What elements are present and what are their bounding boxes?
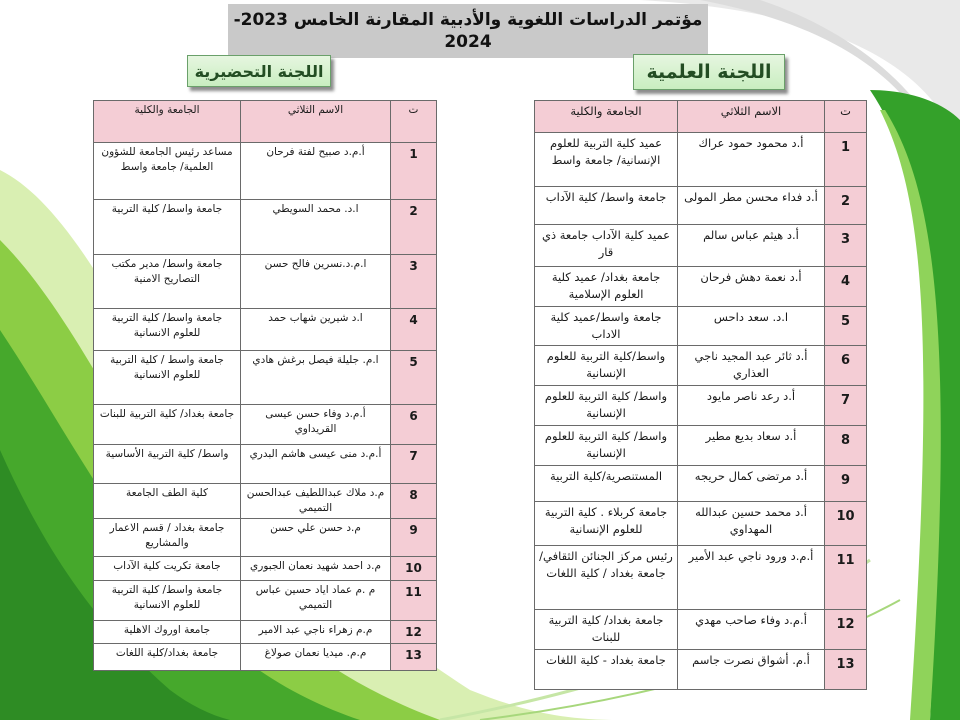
member-affiliation: جامعة واسط/عميد كلية الاداب — [535, 307, 678, 346]
table-row — [535, 466, 867, 502]
header-num: ت — [825, 101, 867, 133]
member-affiliation: مساعد رئيس الجامعة للشؤون العلمية/ جامعة واسط — [94, 143, 241, 200]
member-affiliation: جامعة واسط/ كلية التربية للعلوم الانسانية — [94, 309, 241, 351]
header-uni: الجامعة والكلية — [535, 101, 678, 133]
row-num: 13 — [825, 650, 867, 690]
table-row — [94, 200, 437, 255]
member-name: م.د احمد شهيد نعمان الجبوري — [241, 557, 391, 581]
row-num: 3 — [825, 225, 867, 267]
table-row — [535, 346, 867, 386]
member-name: أ.م.د منى عيسى هاشم البدري — [241, 445, 391, 484]
header-name: الاسم الثلاثي — [241, 101, 391, 143]
table-row — [535, 502, 867, 546]
member-affiliation: جامعة واسط/ كلية التربية — [94, 200, 241, 255]
conference-title-line2: 2024 — [444, 32, 492, 52]
member-name: ا.م. جليلة فيصل برغش هادي — [241, 351, 391, 405]
member-affiliation: جامعة بغداد/كلية اللغات — [94, 644, 241, 671]
row-num: 11 — [825, 546, 867, 610]
row-num: 11 — [391, 581, 437, 621]
table-row — [535, 267, 867, 307]
member-affiliation: جامعة بغداد/ كلية التربية للبنات — [535, 610, 678, 650]
table-row — [535, 133, 867, 187]
member-affiliation: جامعة كربلاء . كلية التربية للعلوم الإنسانية — [535, 502, 678, 546]
row-num: 13 — [391, 644, 437, 671]
member-name: أ.م.د وفاء حسن عيسى القريداوي — [241, 405, 391, 445]
table-row — [535, 187, 867, 225]
table-row — [535, 386, 867, 426]
table-row — [94, 644, 437, 671]
member-affiliation: المستنصرية/كلية التربية — [535, 466, 678, 502]
member-name: ا.د. سعد داحس — [678, 307, 825, 346]
member-affiliation: واسط/ كلية التربية للعلوم الإنسانية — [535, 426, 678, 466]
conference-title-line1: مؤتمر الدراسات اللغوية والأدبية المقارنة الخامس 2023- — [233, 10, 703, 30]
member-affiliation: جامعة واسط / كلية التربية للعلوم الانسانية — [94, 351, 241, 405]
prep-committee-table — [93, 100, 437, 671]
member-affiliation: جامعة واسط/ كلية الآداب — [535, 187, 678, 225]
member-name: م .م عماد اياد حسين عباس التميمي — [241, 581, 391, 621]
table-row — [535, 610, 867, 650]
member-affiliation: واسط/ كلية التربية للعلوم الإنسانية — [535, 386, 678, 426]
table-row — [94, 484, 437, 519]
member-name: م.م زهراء ناجي عبد الامير — [241, 621, 391, 644]
member-affiliation: جامعة واسط/ مدير مكتب التصاريح الامنية — [94, 255, 241, 309]
table-row — [94, 351, 437, 405]
member-affiliation: جامعة بغداد/ عميد كلية العلوم الإسلامية — [535, 267, 678, 307]
row-num: 5 — [391, 351, 437, 405]
member-name: م.م. ميديا نعمان صولاغ — [241, 644, 391, 671]
conference-title — [228, 4, 708, 58]
member-name: أ.د نعمة دهش فرحان — [678, 267, 825, 307]
row-num: 7 — [391, 445, 437, 484]
member-name: أ.م.د وفاء صاحب مهدي — [678, 610, 825, 650]
table-row — [94, 255, 437, 309]
member-affiliation: جامعة بغداد - كلية اللغات — [535, 650, 678, 690]
row-num: 9 — [391, 519, 437, 557]
table-row — [535, 426, 867, 466]
member-name: أ.د سعاد بديع مطير — [678, 426, 825, 466]
member-affiliation: عميد كلية الآداب جامعة ذي قار — [535, 225, 678, 267]
member-name: أ.م.د ورود ناجي عبد الأمير — [678, 546, 825, 610]
member-name: أ.م.د صبيح لفتة فرحان — [241, 143, 391, 200]
row-num: 6 — [825, 346, 867, 386]
row-num: 1 — [391, 143, 437, 200]
row-num: 6 — [391, 405, 437, 445]
member-affiliation: عميد كلية التربية للعلوم الإنسانية/ جامعة واسط — [535, 133, 678, 187]
member-name: أ.د فداء محسن مطر المولى — [678, 187, 825, 225]
table-row — [94, 519, 437, 557]
member-name: م.د حسن علي حسن — [241, 519, 391, 557]
row-num: 5 — [825, 307, 867, 346]
table-row — [94, 309, 437, 351]
table-row — [94, 143, 437, 200]
header-num: ت — [391, 101, 437, 143]
row-num: 3 — [391, 255, 437, 309]
table-header-row — [94, 101, 437, 143]
table-row — [535, 546, 867, 610]
sci-committee-label: اللجنة العلمية — [633, 54, 785, 90]
member-name: أ.د ثائر عبد المجيد ناجي العذاري — [678, 346, 825, 386]
member-name: أ.د محمد حسين عبدالله المهداوي — [678, 502, 825, 546]
table-row — [94, 621, 437, 644]
table-row — [94, 405, 437, 445]
member-name: ا.د. محمد السويطي — [241, 200, 391, 255]
member-affiliation: رئيس مركز الجنائن الثقافي/ جامعة بغداد / كلية اللغات — [535, 546, 678, 610]
header-uni: الجامعة والكلية — [94, 101, 241, 143]
row-num: 9 — [825, 466, 867, 502]
row-num: 2 — [391, 200, 437, 255]
table-row — [535, 225, 867, 267]
member-affiliation: جامعة اوروك الاهلية — [94, 621, 241, 644]
member-name: أ.د هيثم عباس سالم — [678, 225, 825, 267]
member-affiliation: كلية الطف الجامعة — [94, 484, 241, 519]
header-name: الاسم الثلاثي — [678, 101, 825, 133]
row-num: 8 — [391, 484, 437, 519]
member-affiliation: واسط/ كلية التربية الأساسية — [94, 445, 241, 484]
member-affiliation: جامعة بغداد / قسم الاعمار والمشاريع — [94, 519, 241, 557]
member-name: م.د ملاك عبداللطيف عبدالحسن التميمي — [241, 484, 391, 519]
member-affiliation: جامعة تكريت كلية الآداب — [94, 557, 241, 581]
member-affiliation: واسط/كلية التربية للعلوم الإنسانية — [535, 346, 678, 386]
table-row — [94, 557, 437, 581]
row-num: 12 — [825, 610, 867, 650]
member-name: ا.م.د.نسرين فالح حسن — [241, 255, 391, 309]
row-num: 8 — [825, 426, 867, 466]
prep-committee-label: اللجنة التحضيرية — [187, 55, 331, 87]
member-name: أ.م. أشواق نصرت جاسم — [678, 650, 825, 690]
member-affiliation: جامعة بغداد/ كلية التربية للبنات — [94, 405, 241, 445]
table-row — [535, 307, 867, 346]
row-num: 7 — [825, 386, 867, 426]
table-row — [94, 445, 437, 484]
member-name: أ.د رعد ناصر مايود — [678, 386, 825, 426]
sci-committee-table — [534, 100, 867, 690]
row-num: 1 — [825, 133, 867, 187]
table-header-row — [535, 101, 867, 133]
row-num: 10 — [825, 502, 867, 546]
table-row — [535, 650, 867, 690]
member-name: أ.د مرتضى كمال حريجه — [678, 466, 825, 502]
member-affiliation: جامعة واسط/ كلية التربية للعلوم الانسانية — [94, 581, 241, 621]
row-num: 4 — [825, 267, 867, 307]
row-num: 4 — [391, 309, 437, 351]
table-row — [94, 581, 437, 621]
member-name: أ.د محمود حمود عراك — [678, 133, 825, 187]
row-num: 10 — [391, 557, 437, 581]
row-num: 12 — [391, 621, 437, 644]
row-num: 2 — [825, 187, 867, 225]
member-name: ا.د شيرين شهاب حمد — [241, 309, 391, 351]
